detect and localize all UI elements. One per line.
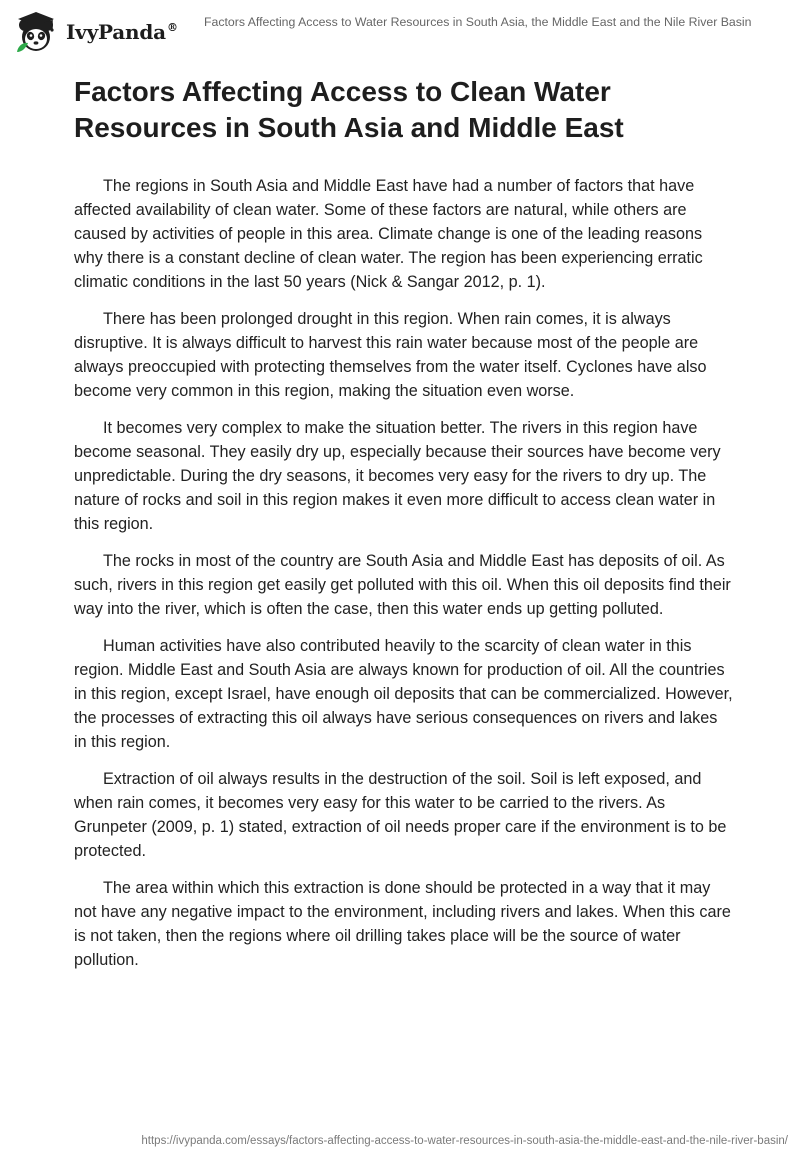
paragraph-5: Human activities have also contributed heavily to the scarcity of clean water in this region. Middle East and South Asia are always known for production of oil. All the countries in this region, except Israel, have enough oil deposits that can be commercialized. However, the processes of extracting this oil always have serious consequences on rivers and lakes in this region. — [74, 637, 733, 751]
article-body — [74, 174, 734, 985]
paragraph-2: There has been prolonged drought in this region. When rain comes, it is always disruptive. It is always difficult to harvest this rain water because most of the people are always preoccupied with protecting themselves from the water itself. Cyclones have also become very common in this region, making the situation even worse. — [74, 310, 707, 400]
panda-graduate-logo-icon — [14, 8, 62, 56]
page-header — [0, 0, 800, 62]
title-line-2: Resources in South Asia and Middle East — [74, 112, 624, 143]
brand-name: IvyPanda® — [66, 20, 178, 44]
paragraph-3: It becomes very complex to make the situation better. The rivers in this region have become seasonal. They easily dry up, especially because their sources have become very unpredictable. During the dry seasons, it becomes very easy for the rivers to dry up. The nature of rocks and soil in this region makes it even more difficult to access clean water in this region. — [74, 419, 721, 533]
paragraph-7: The area within which this extraction is done should be protected in a way that it may not have any negative impact to the environment, including rivers and lakes. When this care is not taken, then the regions where oil drilling takes place will be the source of water pollution. — [74, 879, 731, 969]
ivypanda-logo[interactable] — [14, 8, 194, 56]
page-title — [74, 74, 734, 146]
title-line-1: Factors Affecting Access to Clean Water — [74, 76, 611, 107]
paragraph-6: Extraction of oil always results in the destruction of the soil. Soil is left exposed, and when rain comes, it becomes very easy for this water to be carried to the rivers. As Grunpeter (2009, p. 1) stated, extraction of oil needs proper care if the environment is to be protected. — [74, 770, 727, 860]
paragraph-1: The regions in South Asia and Middle East have had a number of factors that have affected availability of clean water. Some of these factors are natural, while others are caused by activities of people in this area. Climate change is one of the leading reasons why there is a constant decline of clean water. The region has been experiencing erratic climatic conditions in the last 50 years (Nick & Sangar 2012, p. 1). — [74, 177, 703, 291]
header-document-title: Factors Affecting Access to Water Resources in South Asia, the Middle East and the Nile River Basin — [204, 15, 752, 29]
footer-source-url[interactable]: https://ivypanda.com/essays/factors-affecting-access-to-water-resources-in-south-asia-the-middle-east-and-the-nile-river-basin/ — [141, 1135, 788, 1147]
paragraph-4: The rocks in most of the country are South Asia and Middle East has deposits of oil. As such, rivers in this region get easily get polluted with this oil. When this oil deposits find their way into the river, which is often the case, then this water ends up getting polluted. — [74, 552, 731, 618]
registered-mark: ® — [166, 21, 178, 35]
